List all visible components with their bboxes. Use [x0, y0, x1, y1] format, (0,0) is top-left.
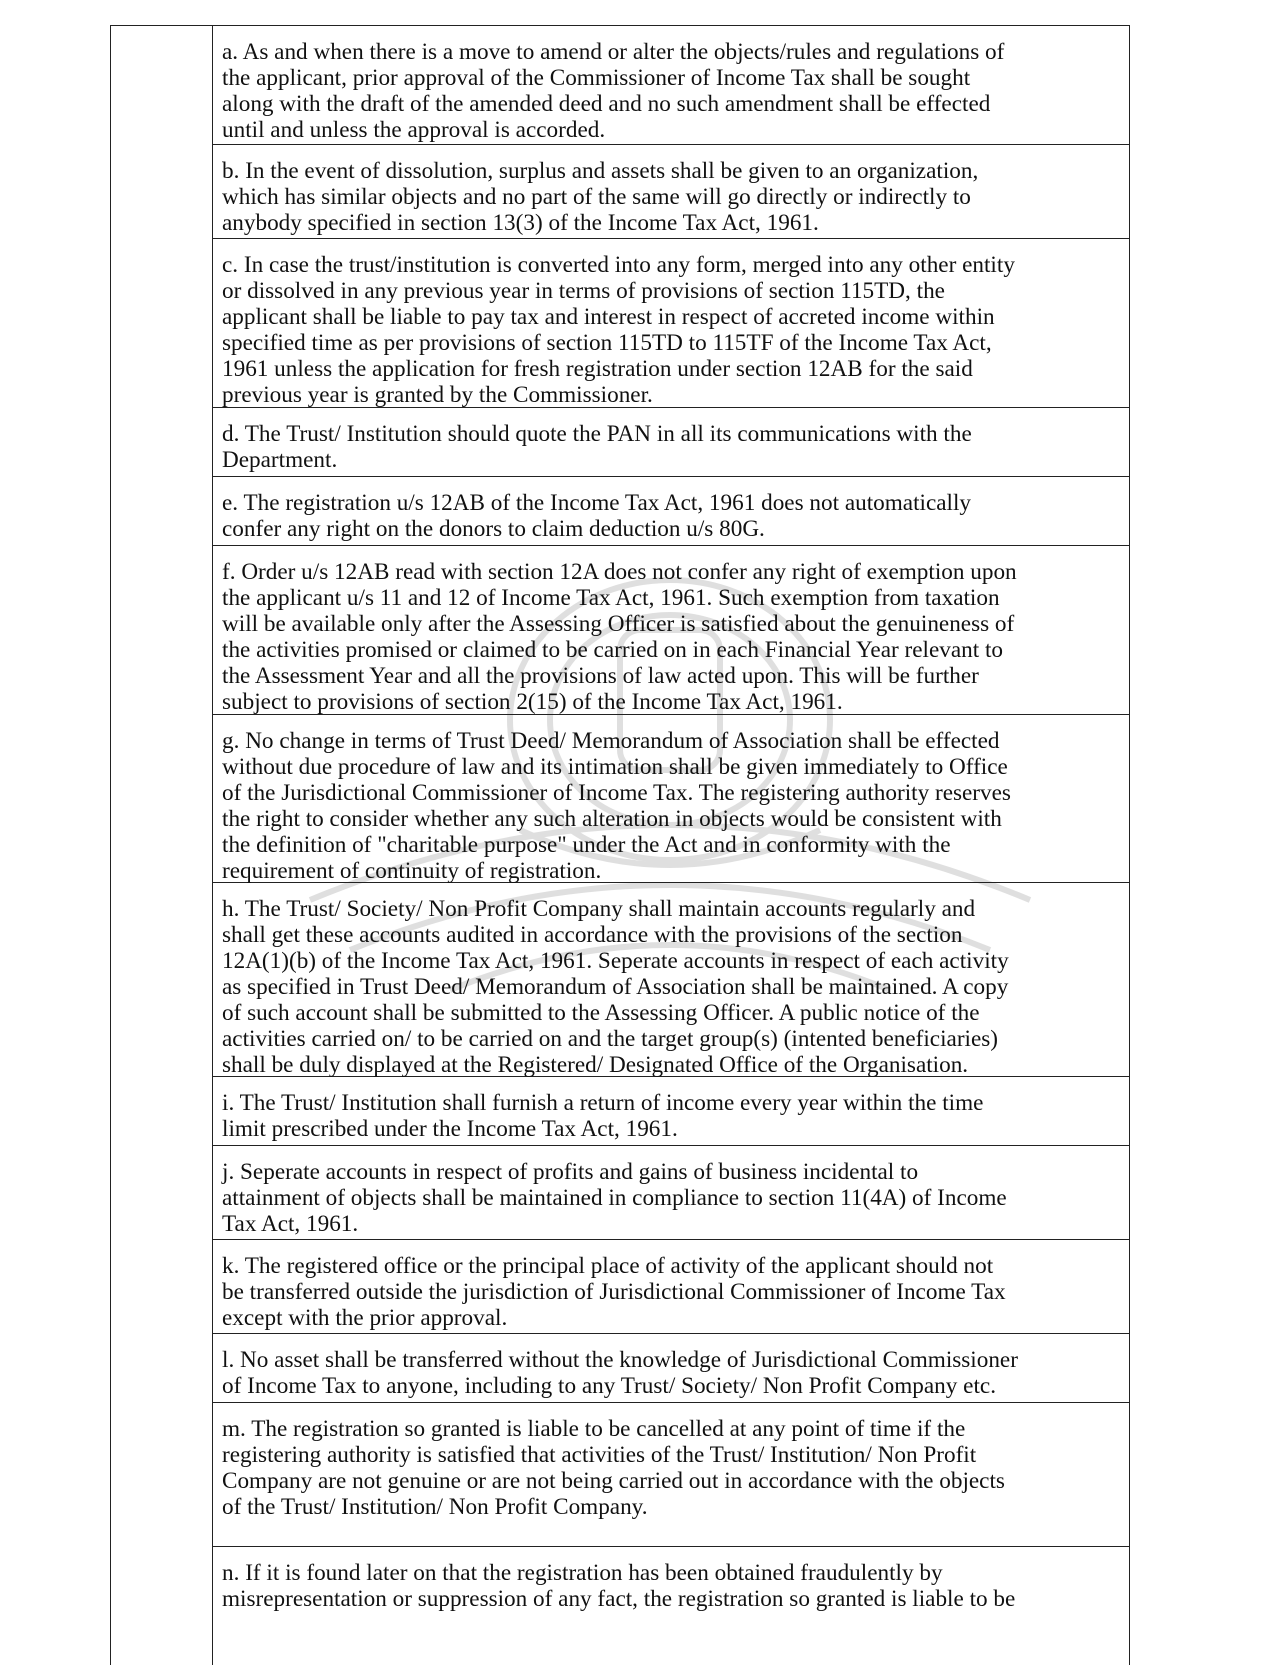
- condition-text: j. Seperate accounts in respect of profits and gains of business incidental to attainment of objects shall be maintained in compliance to section 11(4A) of Income Tax Act, 1961.: [222, 1159, 1007, 1237]
- condition-m: [213, 1403, 1129, 1547]
- condition-c: [213, 239, 1129, 408]
- condition-text: k. The registered office or the principal place of activity of the applicant should not be transferred outside the jurisdiction of Jurisdictional Commissioner of Income Tax except with the prior approval.: [222, 1253, 1006, 1331]
- condition-l: [213, 1334, 1129, 1403]
- condition-n: [213, 1547, 1129, 1665]
- condition-a: [213, 26, 1129, 145]
- condition-text: a. As and when there is a move to amend or alter the objects/rules and regulations of the applicant, prior approval of the Commissioner of Income Tax shall be sought along with the draft of the amended deed and no such amendment shall be effected until and unless the approval is accorded.: [222, 39, 1005, 143]
- condition-b: [213, 145, 1129, 239]
- condition-text: g. No change in terms of Trust Deed/ Memorandum of Association shall be effected without due procedure of law and its intimation shall be given immediately to Office of the Jurisdictional Commissioner of Income Tax. The registering authority reserves the right to consider whether any such alteration in objects would be consistent with the definition of "charitable purpose" under the Act and in conformity with the requirement of continuity of registration.: [222, 728, 1011, 884]
- condition-f: [213, 546, 1129, 715]
- condition-text: f. Order u/s 12AB read with section 12A does not confer any right of exemption upon the applicant u/s 11 and 12 of Income Tax Act, 1961. Such exemption from taxation will be available only after the Assessing Officer is satisfied about the genuineness of the activities promised or claimed to be carried on in each Financial Year relevant to the Assessment Year and all the provisions of law acted upon. This will be further subject to provisions of section 2(15) of the Income Tax Act, 1961.: [222, 559, 1017, 715]
- condition-text: m. The registration so granted is liable to be cancelled at any point of time if the registering authority is satisfied that activities of the Trust/ Institution/ Non Profit Company are not genuine or are not being carried out in accordance with the objects of the Trust/ Institution/ Non Profit Company.: [222, 1416, 1005, 1520]
- conditions-table: [110, 25, 1130, 1665]
- condition-text: h. The Trust/ Society/ Non Profit Company shall maintain accounts regularly and shall get these accounts audited in accordance with the provisions of the section 12A(1)(b) of the Income Tax Act, 1961. Seperate accounts in respect of each activity as specified in Trust Deed/ Memorandum of Association shall be maintained. A copy of such account shall be submitted to the Assessing Officer. A public notice of the activities carried on/ to be carried on and the target group(s) (intented beneficiaries) shall be duly displayed at the Registered/ Designated Office of the Organisation.: [222, 896, 1009, 1078]
- condition-text: b. In the event of dissolution, surplus and assets shall be given to an organization, which has similar objects and no part of the same will go directly or indirectly to anybody specified in section 13(3) of the Income Tax Act, 1961.: [222, 158, 979, 236]
- condition-text: c. In case the trust/institution is converted into any form, merged into any other entity or dissolved in any previous year in terms of provisions of section 115TD, the applicant shall be liable to pay tax and interest in respect of accreted income within specified time as per provisions of section 115TD to 115TF of the Income Tax Act, 1961 unless the application for fresh registration under section 12AB for the said previous year is granted by the Commissioner.: [222, 252, 1015, 408]
- condition-d: [213, 408, 1129, 477]
- condition-text: n. If it is found later on that the registration has been obtained fraudulently by misrepresentation or suppression of any fact, the registration so granted is liable to be: [222, 1560, 1016, 1612]
- condition-i: [213, 1077, 1129, 1146]
- left-column: [111, 26, 213, 1665]
- condition-text: i. The Trust/ Institution shall furnish a return of income every year within the time limit prescribed under the Income Tax Act, 1961.: [222, 1090, 984, 1142]
- condition-g: [213, 715, 1129, 883]
- condition-k: [213, 1240, 1129, 1334]
- condition-j: [213, 1146, 1129, 1240]
- condition-text: l. No asset shall be transferred without the knowledge of Jurisdictional Commissioner of Income Tax to anyone, including to any Trust/ Society/ Non Profit Company etc.: [222, 1347, 1018, 1399]
- condition-h: [213, 883, 1129, 1077]
- condition-text: e. The registration u/s 12AB of the Income Tax Act, 1961 does not automatically confer any right on the donors to claim deduction u/s 80G.: [222, 490, 972, 542]
- condition-text: d. The Trust/ Institution should quote the PAN in all its communications with the Department.: [222, 421, 972, 473]
- condition-e: [213, 477, 1129, 546]
